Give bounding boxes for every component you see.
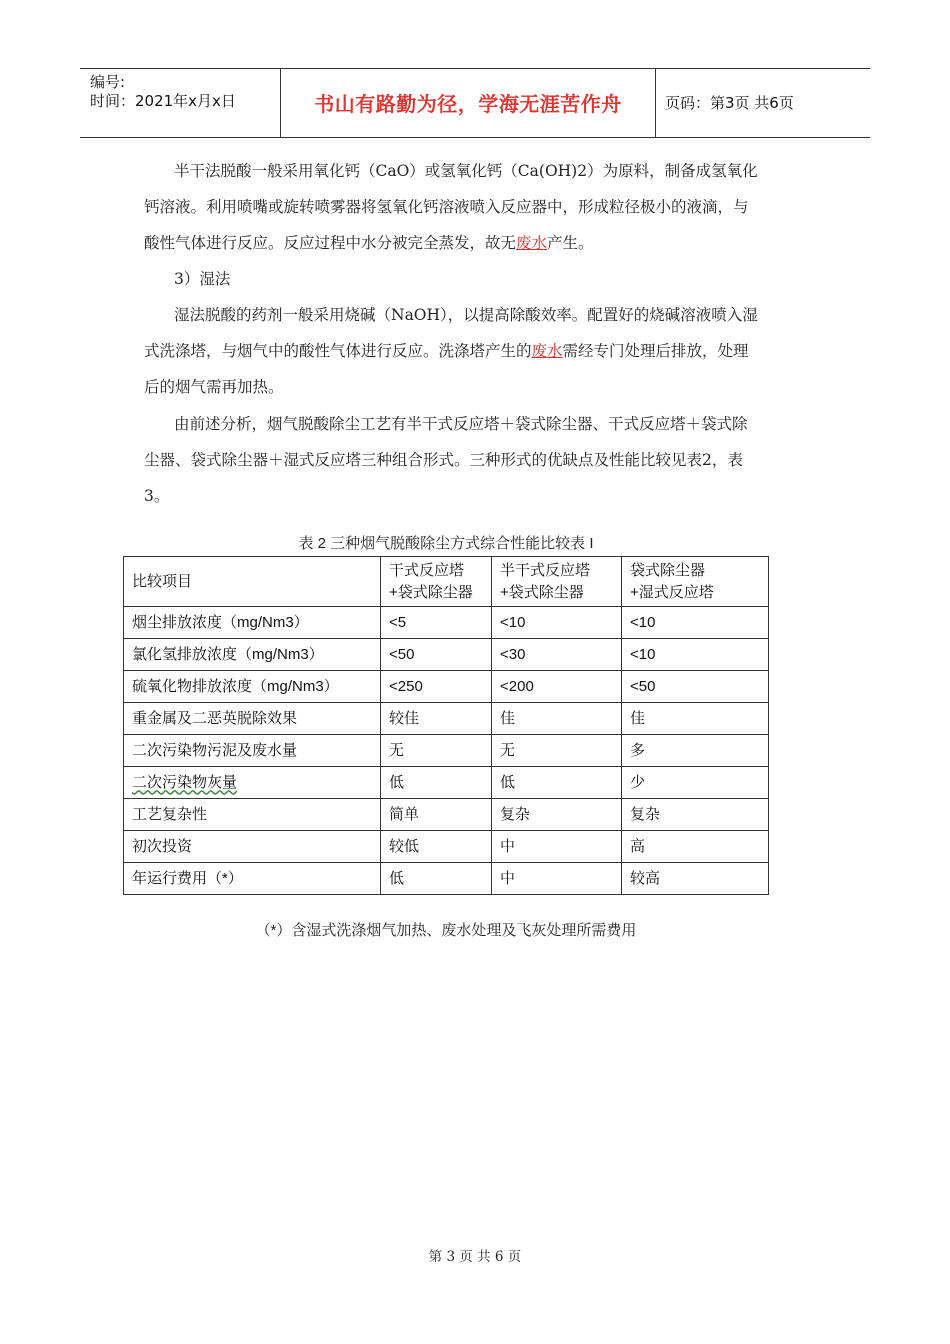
header-cell: 干式反应塔 +袋式除尘器	[381, 557, 492, 607]
wastewater-link[interactable]: 废水	[531, 342, 563, 360]
text-line	[144, 333, 814, 369]
text-line: 尘器、袋式除尘器＋湿式反应塔三种组合形式。三种形式的优缺点及性能比较见表2，表	[144, 451, 743, 469]
table-cell: <200	[492, 671, 622, 703]
table-cell: 二次污染物污泥及废水量	[124, 735, 381, 767]
header-cell: 比较项目	[124, 557, 381, 607]
paragraph-summary	[144, 406, 814, 514]
paragraph-semi-dry	[144, 153, 814, 261]
table-cell: 低	[381, 767, 492, 799]
table-row	[124, 863, 769, 895]
table-cell	[124, 767, 381, 799]
text-segment: 需经专门处理后排放，处理	[562, 342, 749, 360]
table-cell: 简单	[381, 799, 492, 831]
table-cell: 较高	[622, 863, 769, 895]
table-cell: 年运行费用（*）	[124, 863, 381, 895]
table-row	[124, 735, 769, 767]
table-cell: 佳	[622, 703, 769, 735]
table-cell: 较低	[381, 831, 492, 863]
table-cell: 重金属及二恶英脱除效果	[124, 703, 381, 735]
text-line: 半干法脱酸一般采用氧化钙（CaO）或氢氧化钙（Ca(OH)2）为原料，制备成氢氧化	[174, 162, 758, 180]
table-cell: 无	[381, 735, 492, 767]
paragraph-wet	[144, 297, 814, 405]
table-cell: 佳	[492, 703, 622, 735]
table-cell: <10	[622, 639, 769, 671]
table-cell: 较佳	[381, 703, 492, 735]
table-footnote: （*）含湿式洗涤烟气加热、废水处理及飞灰处理所需费用	[255, 922, 637, 939]
header-motto-cell	[280, 69, 656, 137]
table-cell: 工艺复杂性	[124, 799, 381, 831]
header-page-cell	[655, 69, 870, 137]
table-row	[124, 639, 769, 671]
table-cell: 氯化氢排放浓度（mg/Nm3）	[124, 639, 381, 671]
table-cell: <30	[492, 639, 622, 671]
table-cell: 初次投资	[124, 831, 381, 863]
header-page-info: 页码：第3页 共6页	[665, 94, 794, 112]
text-line: 钙溶液。利用喷嘴或旋转喷雾器将氢氧化钙溶液喷入反应器中，形成粒径极小的液滴，与	[144, 198, 749, 216]
text-segment: 式洗涤塔，与烟气中的酸性气体进行反应。洗涤塔产生的	[144, 342, 532, 360]
table-cell: <250	[381, 671, 492, 703]
table-cell: 中	[492, 831, 622, 863]
table-cell: <5	[381, 607, 492, 639]
text-segment: 产生。	[547, 234, 594, 252]
text-segment: 酸性气体进行反应。反应过程中水分被完全蒸发，故无	[144, 234, 517, 252]
table-cell: 少	[622, 767, 769, 799]
section-heading-text: 3）湿法	[174, 270, 231, 288]
table-caption: 表 2 三种烟气脱酸除尘方式综合性能比较表 I	[298, 535, 594, 552]
text-line	[144, 225, 814, 261]
table-cell: 中	[492, 863, 622, 895]
table-cell: 无	[492, 735, 622, 767]
table-cell: 硫氧化物排放浓度（mg/Nm3）	[124, 671, 381, 703]
date-label: 时间：2021年x月x日	[90, 92, 236, 110]
table-row	[124, 831, 769, 863]
table-row	[124, 767, 769, 799]
text-line: 后的烟气需再加热。	[144, 378, 284, 396]
header-meta-cell	[80, 69, 280, 137]
table-cell: 多	[622, 735, 769, 767]
comparison-table	[123, 556, 769, 895]
table-cell: 烟尘排放浓度（mg/Nm3）	[124, 607, 381, 639]
text-line: 由前述分析，烟气脱酸除尘工艺有半干式反应塔＋袋式除尘器、干式反应塔＋袋式除	[174, 415, 748, 433]
table-cell: 高	[622, 831, 769, 863]
header-cell: 半干式反应塔 +袋式除尘器	[492, 557, 622, 607]
text-line: 3。	[144, 487, 170, 505]
table-cell: <50	[622, 671, 769, 703]
table-cell: <50	[381, 639, 492, 671]
table-header-row	[124, 557, 769, 607]
table-cell: 复杂	[622, 799, 769, 831]
page-footer: 第 3 页 共 6 页	[428, 1249, 522, 1265]
header-cell: 袋式除尘器 +湿式反应塔	[622, 557, 769, 607]
table-row	[124, 671, 769, 703]
table-row	[124, 607, 769, 639]
table-cell: <10	[622, 607, 769, 639]
spellcheck-underlined-text: 二次污染物灰量	[132, 773, 238, 791]
serial-number-label: 编号:	[90, 73, 126, 91]
wastewater-link[interactable]: 废水	[516, 234, 548, 252]
table-cell: <10	[492, 607, 622, 639]
page-header	[80, 68, 870, 138]
section-heading-wet	[144, 261, 814, 297]
table-cell: 低	[492, 767, 622, 799]
motto-text: 书山有路勤为径，学海无涯苦作舟	[314, 92, 622, 116]
table-row	[124, 703, 769, 735]
table-row	[124, 799, 769, 831]
table-cell: 低	[381, 863, 492, 895]
table-cell: 复杂	[492, 799, 622, 831]
text-line: 湿法脱酸的药剂一般采用烧碱（NaOH），以提高除酸效率。配置好的烧碱溶液喷入湿	[174, 306, 758, 324]
